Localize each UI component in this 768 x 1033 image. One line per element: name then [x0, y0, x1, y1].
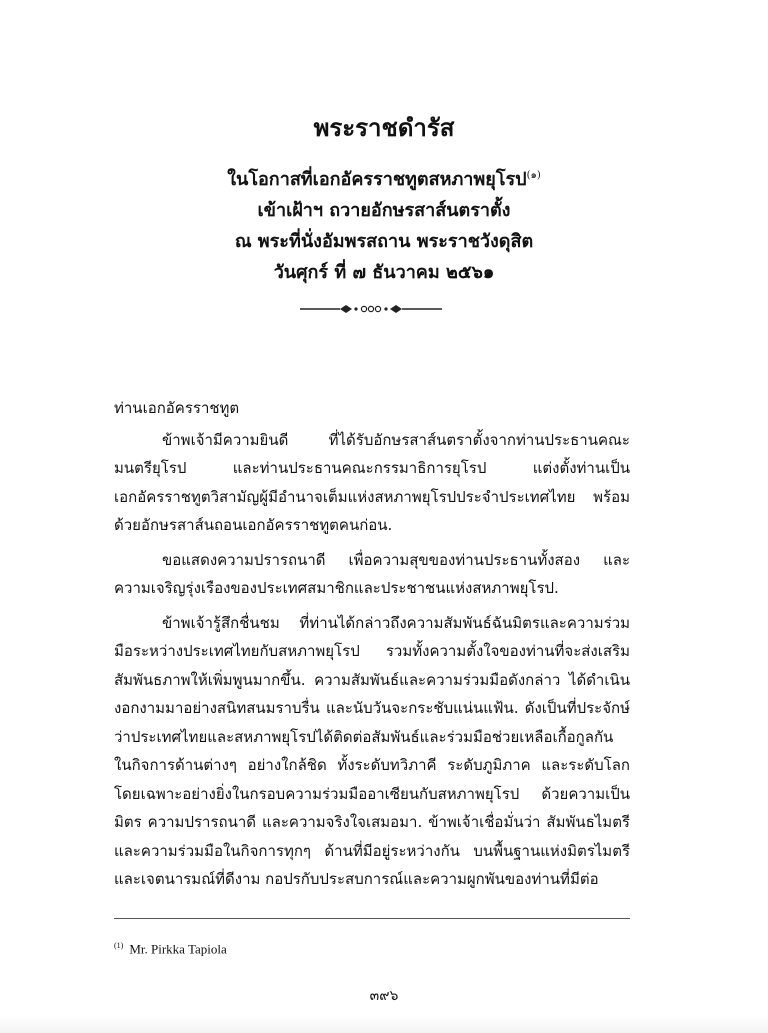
- page-number: ๓๙๖: [369, 988, 399, 1004]
- page-title: พระราชดำรัส: [313, 113, 455, 142]
- salutation: ท่านเอกอัครราชทูต: [114, 399, 240, 417]
- subtitle: [0, 160, 768, 288]
- footnote: [114, 941, 227, 957]
- paragraph-2: ขอแสดงความปรารถนาดี เพื่อความสุขของท่านประธานทั้งสอง และความเจริญรุ่งเรืองของประเทศสมาชิกและประชาชนแห่งสหภาพยุโรป.: [114, 550, 630, 597]
- subtitle-line-2: เข้าเฝ้าฯ ถวายอักษรสาส์นตราตั้ง: [257, 200, 511, 221]
- footnote-marker: (1): [114, 941, 124, 950]
- footnote-reference[interactable]: (๑): [526, 170, 541, 181]
- ornament-divider: [300, 302, 442, 316]
- paragraph-3: ข้าพเจ้ารู้สึกชื่นชม ที่ท่านได้กล่าวถึงความสัมพันธ์ฉันมิตรและความร่วมมือระหว่างประเทศไทยกับสหภาพยุโรป รวมทั้งความตั้งใจของท่านที่จะส่งเสริมสัมพันธภาพให้เพิ่มพูนมากขึ้น. ความสัมพันธ์และความร่วมมือดังกล่าว ได้ดำเนินงอกงามมาอย่างสนิทสนมราบรื่น และนับวันจะกระชับแน่นแฟ้น. ดังเป็นที่ประจักษ์ว่าประเทศไทยและสหภาพยุโรปได้ติดต่อสัมพันธ์และร่วมมือช่วยเหลือเกื้อกูลกันในกิจการด้านต่างๆ อย่างใกล้ชิด ทั้งระดับทวิภาคี ระดับภูมิภาค และระดับโลก โดยเฉพาะอย่างยิ่งในกรอบความร่วมมืออาเซียนกับสหภาพยุโรป ด้วยความเป็นมิตร ความปรารถนาดี และความจริงใจเสมอมา. ข้าพเจ้าเชื่อมั่นว่า สัมพันธไมตรีและความร่วมมือในกิจการทุกๆ ด้านที่มีอยู่ระหว่างกัน บนพื้นฐานแห่งมิตรไมตรีและเจตนารมณ์ที่ดีงาม กอปรกับประสบการณ์และความผูกพันของท่านที่มีต่อ: [114, 613, 630, 888]
- footnote-divider: [114, 918, 630, 919]
- page-edge-shade: [0, 1015, 768, 1033]
- footnote-text: Mr. Pirkka Tapiola: [129, 941, 227, 957]
- subtitle-line-1-text: ในโอกาสที่เอกอัครราชทูตสหภาพยุโรป: [227, 169, 527, 190]
- body-text: [114, 394, 630, 900]
- subtitle-line-4: วันศุกร์ ที่ ๗ ธันวาคม ๒๕๖๑: [273, 262, 495, 283]
- subtitle-line-3: ณ พระที่นั่งอัมพรสถาน พระราชวังดุสิต: [234, 231, 534, 252]
- subtitle-line-1: [0, 160, 768, 195]
- paragraph-1: ข้าพเจ้ามีความยินดี ที่ได้รับอักษรสาส์นตราตั้งจากท่านประธานคณะมนตรียุโรป และท่านประธานคณะกรรมาธิการยุโรป แต่งตั้งท่านเป็นเอกอัครราชทูตวิสามัญผู้มีอำนาจเต็มแห่งสหภาพยุโรปประจำประเทศไทย พร้อมด้วยอักษรสาส์นถอนเอกอัครราชทูตคนก่อน.: [114, 430, 630, 534]
